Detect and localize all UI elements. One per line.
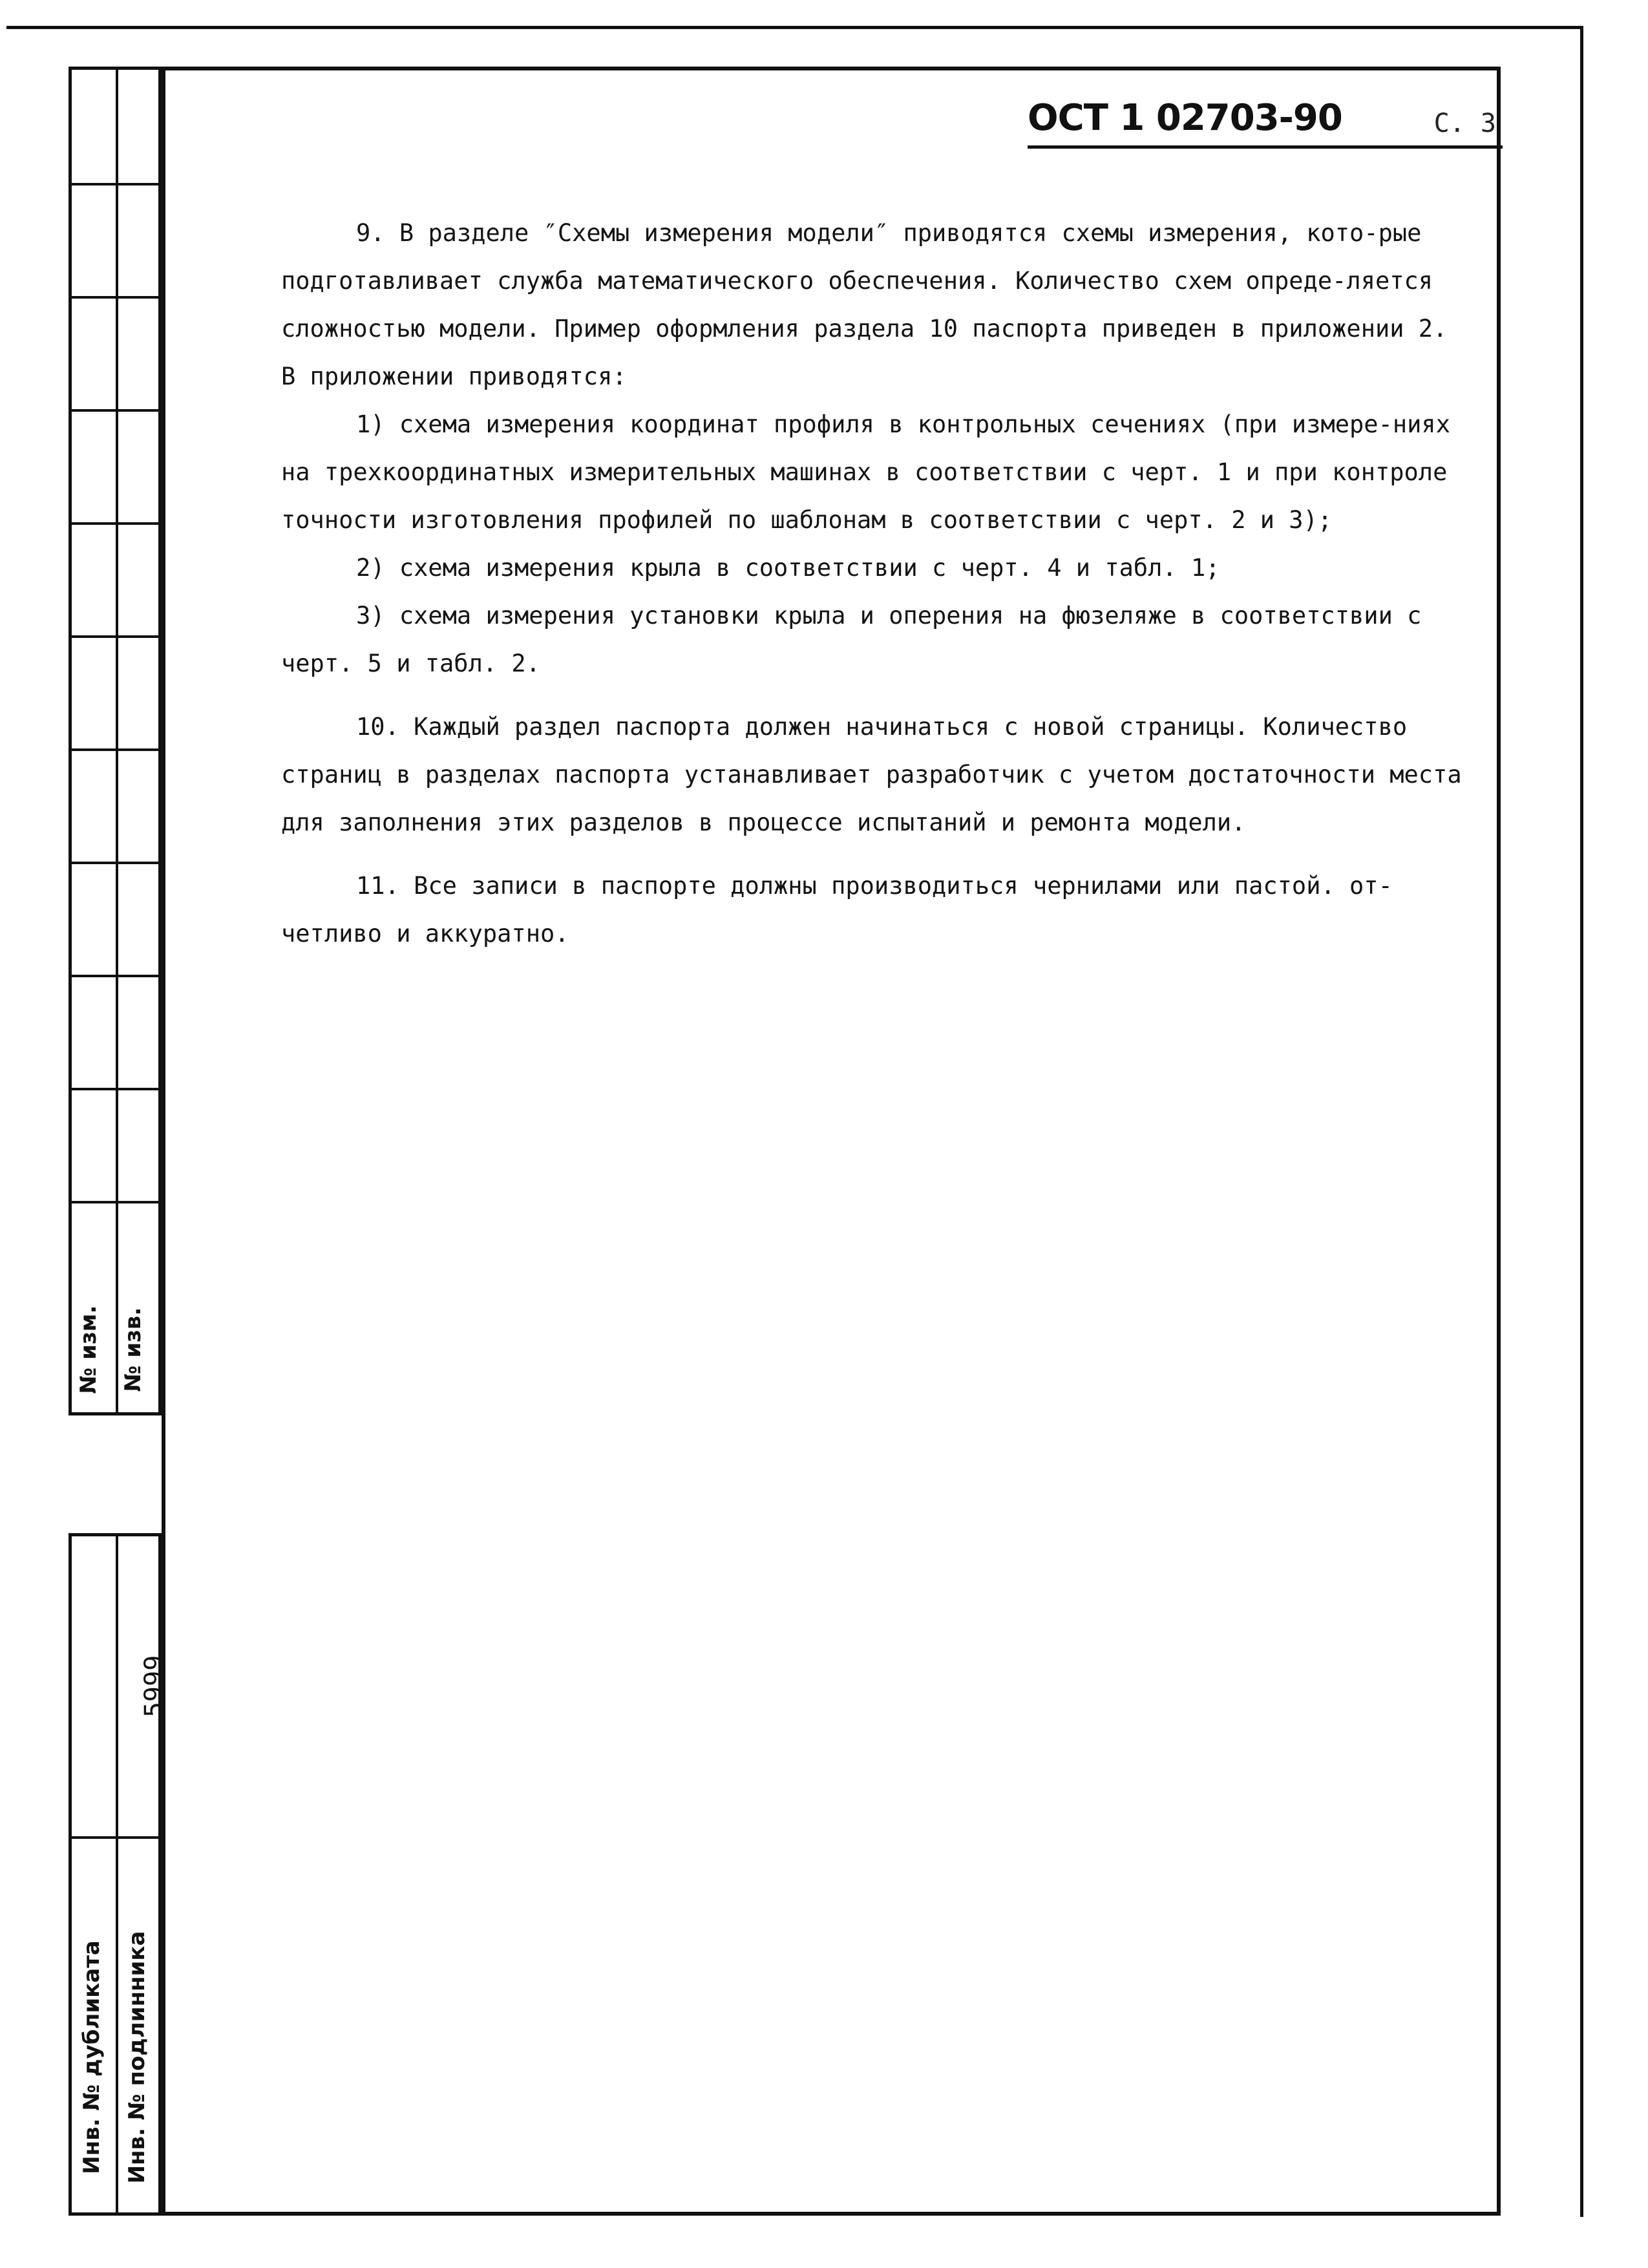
strip-row-divider [72, 183, 158, 185]
strip-row-divider [72, 296, 158, 299]
strip-row-divider [72, 975, 158, 977]
paragraph-11: 11. Все записи в паспорте должны производиться чернилами или пастой. от-четливо и аккуратно. [281, 872, 1393, 948]
paragraph-9: 9. В разделе ″Схемы измерения модели″ приводятся схемы измерения, кото-рые подготавливает служба математического обеспечения. Количество схем опреде-ляется сложностью модели. Пример оформления раздела 10 паспорта приведен в приложении 2. В приложении приводятся: [281, 219, 1448, 390]
strip-row-divider [72, 1088, 158, 1090]
original-inv-value: 5999 [140, 1655, 169, 1718]
strip-row-divider [72, 635, 158, 638]
inventory-strip [69, 1533, 169, 2216]
strip-row-divider [72, 409, 158, 412]
original-inv-label: Инв. № подлинника [124, 1931, 150, 2184]
strip-column-divider [116, 1536, 118, 2212]
page-number: С. 3 [1433, 109, 1496, 138]
strip-row-divider [116, 1836, 158, 1839]
list-item-3: 3) схема измерения установки крыла и оперения на фюзеляже в соответствии с черт. 5 и табл. 2. [281, 602, 1422, 677]
paragraph-10: 10. Каждый раздел паспорта должен начинаться с новой страницы. Количество страниц в разделах паспорта устанавливает разработчик с учетом достаточности места для заполнения этих разделов в процессе испытаний и ремонта модели. [281, 713, 1462, 836]
notice-no-label: № изв. [120, 1307, 146, 1392]
strip-row-divider [72, 748, 158, 751]
strip-column-divider [116, 70, 118, 1412]
strip-row-divider [72, 1836, 116, 1839]
document-body [281, 209, 1470, 958]
strip-row-divider [72, 1201, 158, 1203]
change-no-label: № изм. [76, 1305, 101, 1394]
document-header [1028, 97, 1503, 149]
list-item-1: 1) схема измерения координат профиля в контрольных сечениях (при измере-ниях на трехкоординатных измерительных машинах в соответствии с черт. 1 и при контроле точности изготовления профилей по шаблонам в соответствии с черт. 2 и 3); [281, 410, 1450, 534]
duplicate-inv-label: Инв. № дубликата [79, 1940, 105, 2174]
document-code: ОСТ 1 02703-90 [1028, 97, 1342, 139]
change-record-strip [69, 67, 162, 1415]
list-item-2: 2) схема измерения крыла в соответствии с черт. 4 и табл. 1; [356, 554, 1220, 582]
strip-row-divider [72, 522, 158, 525]
strip-row-divider [72, 862, 158, 864]
